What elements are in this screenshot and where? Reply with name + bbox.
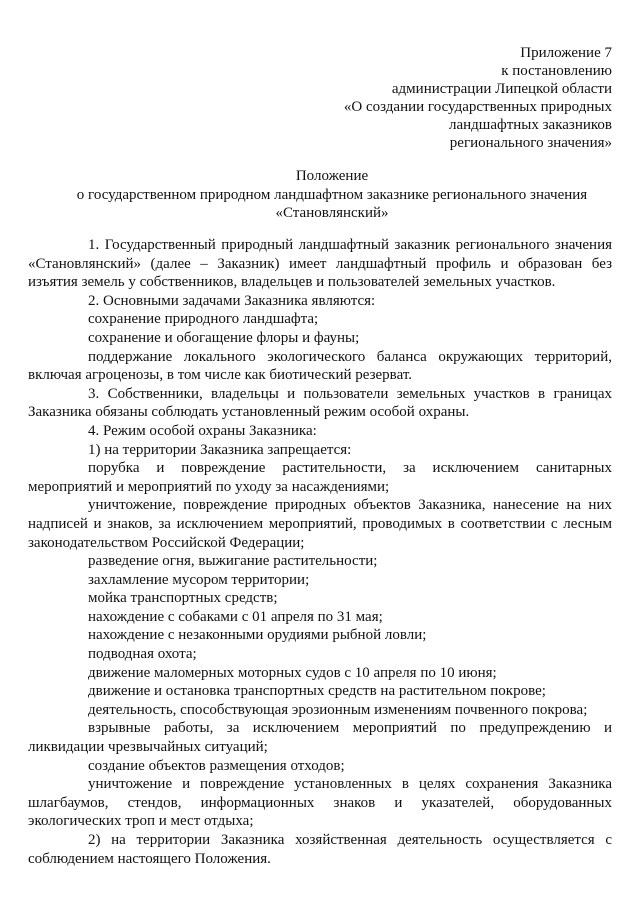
- appendix-line: администрации Липецкой области: [391, 81, 612, 97]
- document-body: [28, 236, 612, 868]
- list-item: подводная охота;: [88, 646, 197, 663]
- appendix-line: ландшафтных заказников: [448, 117, 612, 133]
- title-line: «Становлянский»: [275, 205, 389, 221]
- list-item: нахождение с собаками с 01 апреля по 31 мая;: [88, 608, 383, 625]
- list-item: нахождение с незаконными орудиями рыбной ловли;: [88, 627, 427, 644]
- paragraph: 4. Режим особой охраны Заказника:: [88, 422, 317, 439]
- paragraph: 1. Государственный природный ландшафтный заказник регионального значения «Становлянский» (далее – Заказник) имеет ландшафтный профиль и образован без изъятия земель у собственников, владельцев и пользователей земельных участков.: [28, 237, 612, 291]
- list-item: создание объектов размещения отходов;: [88, 757, 345, 774]
- list-item: взрывные работы, за исключением мероприятий по предупреждению и ликвидации чрезвычайных ситуаций;: [28, 720, 612, 756]
- list-item: разведение огня, выжигание растительности;: [88, 553, 378, 570]
- appendix-line: «О создании государственных природных: [343, 99, 612, 115]
- list-item: сохранение и обогащение флоры и фауны;: [88, 329, 360, 346]
- list-item: мойка транспортных средств;: [88, 590, 278, 607]
- document-title: [28, 167, 636, 223]
- paragraph: 1) на территории Заказника запрещается:: [88, 441, 352, 458]
- list-item: порубка и повреждение растительности, за исключением санитарных мероприятий и мероприятий по уходу за насаждениями;: [28, 460, 612, 495]
- list-item: деятельность, способствующая эрозионным изменениям почвенного покрова;: [88, 701, 588, 718]
- list-item: сохранение природного ландшафта;: [88, 311, 319, 328]
- title-line: о государственном природном ландшафтном заказнике регионального значения: [76, 186, 588, 203]
- list-item: уничтожение, повреждение природных объектов Заказника, нанесение на них надписей и знаков, за исключением мероприятий, проводимых в соответствии с лесным законодательством Российской Федерации;: [28, 497, 612, 551]
- list-item: захламление мусором территории;: [88, 571, 310, 588]
- paragraph: 2. Основными задачами Заказника являются:: [88, 292, 376, 309]
- title-heading: Положение: [295, 168, 369, 184]
- appendix-line: к постановлению: [501, 63, 612, 79]
- list-item: движение маломерных моторных судов с 10 апреля по 10 июня;: [88, 664, 497, 681]
- appendix-line: регионального значения»: [449, 135, 612, 151]
- paragraph: 2) на территории Заказника хозяйственная деятельность осуществляется с соблюдением настоящего Положения.: [28, 832, 612, 867]
- list-item: уничтожение и повреждение установленных в целях сохранения Заказника шлагбаумов, стендов, информационных знаков и указателей, оборудованных экологических троп и мест отдыха;: [28, 776, 612, 830]
- list-item: движение и остановка транспортных средств на растительном покрове;: [88, 683, 546, 700]
- appendix-header: [344, 44, 612, 152]
- appendix-line: Приложение 7: [520, 45, 612, 61]
- paragraph: 3. Собственники, владельцы и пользователи земельных участков в границах Заказника обязаны соблюдать установленный режим особой охраны.: [28, 385, 612, 421]
- list-item: поддержание локального экологического баланса окружающих территорий, включая агроценозы, в том числе как биотический резерват.: [28, 348, 612, 384]
